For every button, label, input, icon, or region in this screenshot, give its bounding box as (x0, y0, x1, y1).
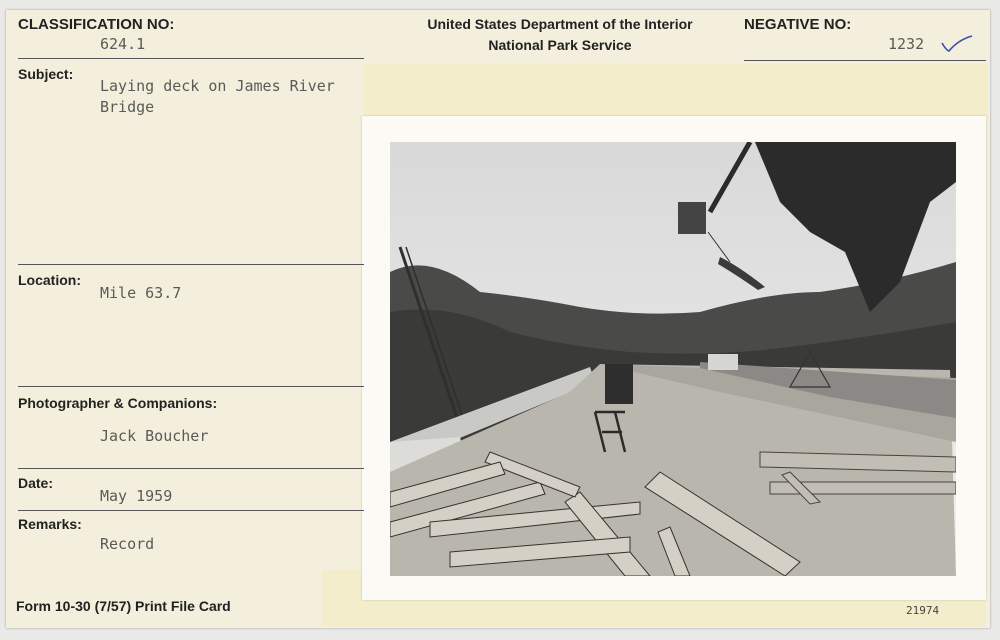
serial-number: 21974 (906, 604, 940, 617)
negative-value: 1232 (888, 35, 925, 53)
remarks-value: Record (100, 535, 155, 553)
form-label: Form 10-30 (7/57) Print File Card (16, 598, 231, 614)
subject-rule (18, 264, 364, 265)
header-rule-left (18, 58, 364, 59)
classification-value: 624.1 (100, 35, 146, 53)
date-value: May 1959 (100, 487, 173, 505)
photographer-rule (18, 468, 364, 469)
negative-label: NEGATIVE NO: (744, 16, 852, 33)
subject-line-2: Bridge (100, 98, 155, 116)
location-rule (18, 386, 364, 387)
classification-label: CLASSIFICATION NO: (18, 16, 175, 33)
subject-label: Subject: (18, 66, 74, 82)
bridge-construction-photo (390, 142, 956, 576)
remarks-label: Remarks: (18, 516, 82, 532)
header-rule-right (744, 60, 986, 61)
agency-line-1: United States Department of the Interior (427, 16, 693, 32)
tape-top (364, 64, 988, 118)
photographer-label: Photographer & Companions: (18, 395, 218, 411)
agency-line-2: National Park Service (488, 37, 632, 53)
location-label: Location: (18, 272, 81, 288)
location-value: Mile 63.7 (100, 284, 182, 302)
subject-line-1: Laying deck on James River (100, 77, 335, 95)
date-label: Date: (18, 475, 54, 491)
check-mark-icon (940, 34, 974, 54)
photographer-value: Jack Boucher (100, 427, 209, 445)
date-rule (18, 510, 364, 511)
